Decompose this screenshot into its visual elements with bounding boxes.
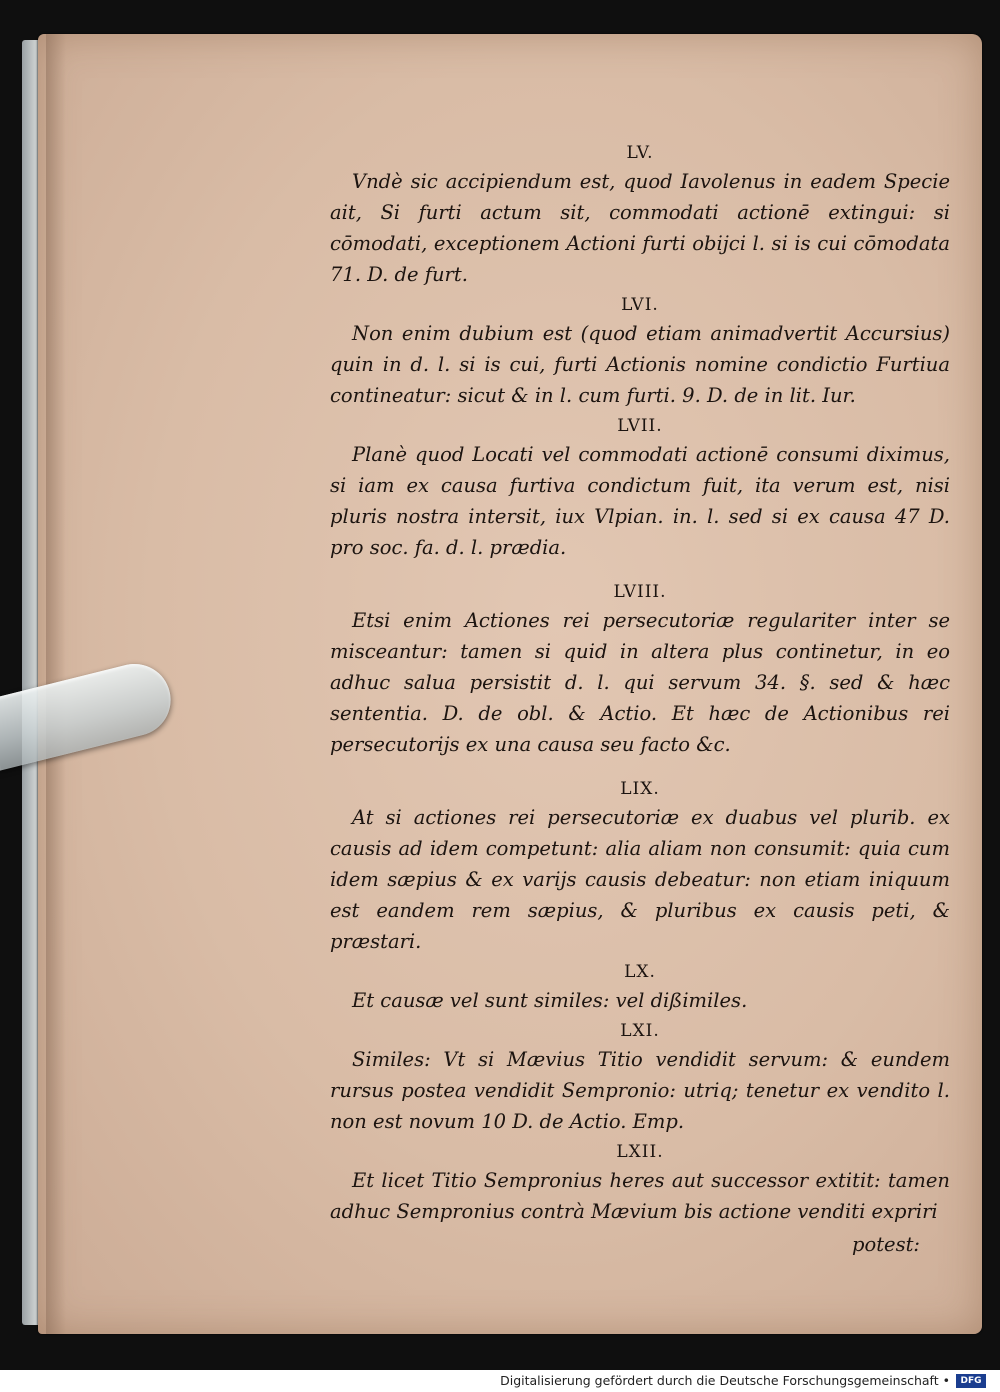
catchword: potest: xyxy=(851,1233,920,1256)
section-heading: LXI. xyxy=(620,1021,660,1041)
section-heading: LXII. xyxy=(616,1142,664,1162)
section-heading: LVII. xyxy=(617,416,663,436)
section-paragraph: Non enim dubium est (quod etiam animadvertit Accursius) quin in d. l. si is cui, furti Actionis nomine condictio Furtiua contineatur: sicut & in l. cum furti. 9. D. de in lit. Iur. xyxy=(330,322,950,407)
section-paragraph: Etsi enim Actiones rei persecutoriæ regulariter inter se misceantur: tamen si quid in altera plus continetur, in eo adhuc salua persistit d. l. qui servum 34. §. sed & hæc sententia. D. de obl. & Actio. Et hæc de Actionibus rei persecutorijs ex una causa seu facto &c. xyxy=(330,609,950,756)
section-heading: LVIII. xyxy=(613,582,667,602)
dfg-logo: DFG xyxy=(956,1374,986,1388)
page-text xyxy=(330,140,950,1260)
section-paragraph: At si actiones rei persecutoriæ ex duabus vel plurib. ex causis ad idem competunt: alia aliam non consumit: quia cum idem sæpius & ex varijs causis debeatur: non etiam iniquum est eandem rem sæpius, & pluribus ex causis peti, & præstari. xyxy=(330,806,950,953)
section-paragraph: Vndè sic accipiendum est, quod Iavolenus in eadem Specie ait, Si furti actum sit, commodati actionē extingui: si cōmodati, exceptionem Actioni furti obijci l. si is cui cōmodata 71. D. de furt. xyxy=(330,170,950,286)
spacer xyxy=(330,762,950,776)
section-paragraph: Et licet Titio Sempronius heres aut successor extitit: tamen adhuc Sempronius contrà Mævium bis actione venditi expriri xyxy=(330,1169,950,1223)
spacer xyxy=(330,565,950,579)
section-heading: LX. xyxy=(624,962,656,982)
section-heading: LVI. xyxy=(621,295,659,315)
section-paragraph: Similes: Vt si Mævius Titio vendidit servum: & eundem rursus postea vendidit Sempronio: utriq; tenetur ex vendito l. non est novum 10 D. de Actio. Emp. xyxy=(330,1048,950,1133)
section-paragraph: Planè quod Locati vel commodati actionē consumi diximus, si iam ex causa furtiva condictum fuit, ita verum est, nisi pluris nostra intersit, iux Vlpian. in. l. sed si ex causa 47 D. pro soc. fa. d. l. prædia. xyxy=(330,443,950,559)
section-heading: LIX. xyxy=(620,779,660,799)
section-paragraph: Et causæ vel sunt similes: vel dißimiles. xyxy=(352,989,748,1012)
digitization-footer xyxy=(0,1370,1000,1392)
section-heading: LV. xyxy=(626,143,654,163)
funding-credit: Digitalisierung gefördert durch die Deutsche Forschungsgemeinschaft • xyxy=(500,1373,950,1388)
